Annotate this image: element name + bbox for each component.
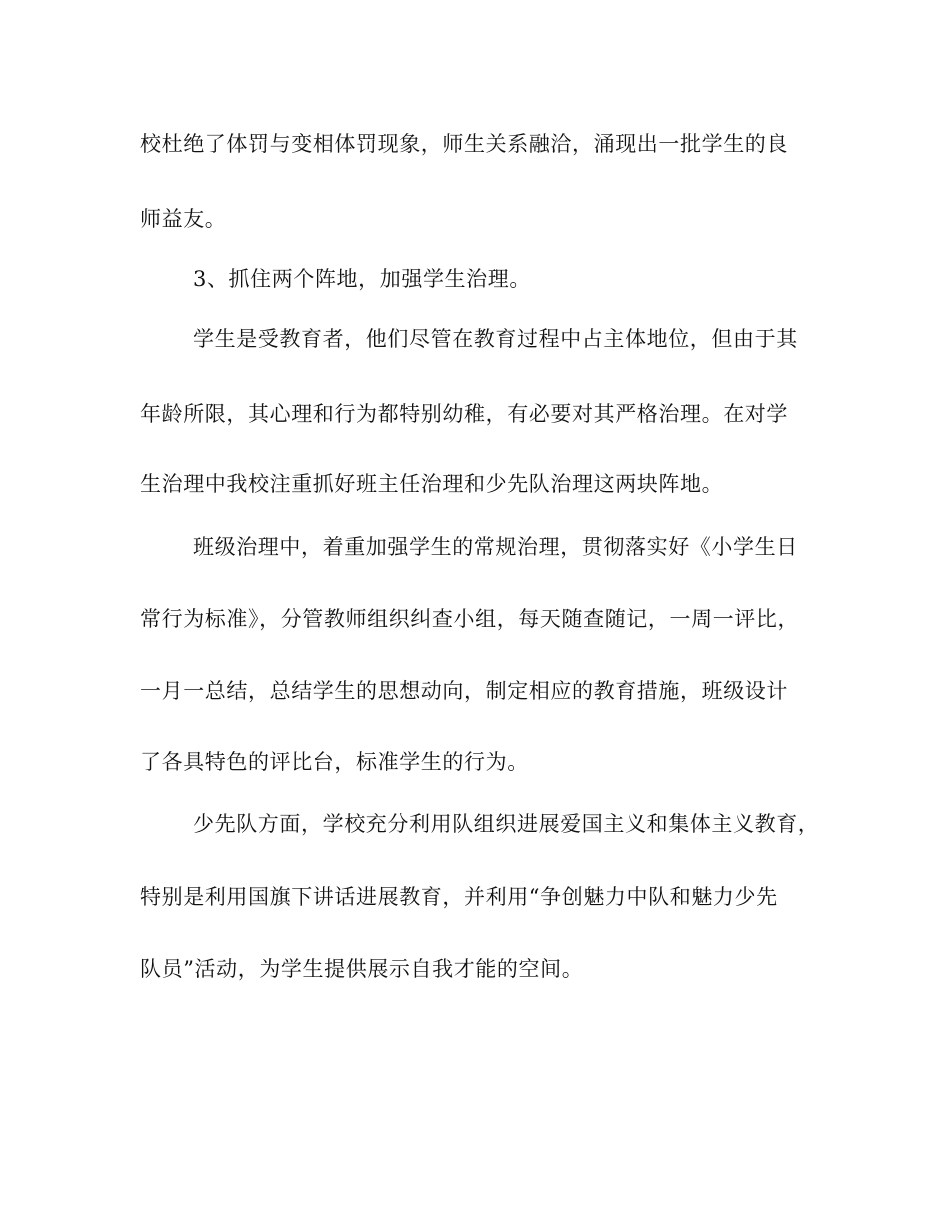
text-line: 特别是利用国旗下讲话进展教育，并利用“争创魅力中队和魅力少先 [140,885,778,909]
text-line: 一月一总结，总结学生的思想动向，制定相应的教育措施，班级设计 [140,679,788,703]
text-line: 年龄所限，其心理和行为都特别幼稚，有必要对其严格治理。在对学 [140,402,788,426]
text-line: 校杜绝了体罚与变相体罚现象，师生关系融洽，涌现出一批学生的良 [140,132,788,156]
paragraph-start: 少先队方面，学校充分利用队组织进展爱国主义和集体主义教育， [193,812,820,836]
section-heading: 3、抓住两个阵地，加强学生治理。 [193,267,531,291]
text-line: 师益友。 [140,207,227,231]
text-line: 常行为标准》，分管教师组织纠查小组，每天随查随记，一周一评比， [140,607,800,631]
paragraph-start: 学生是受教育者，他们尽管在教育过程中占主体地位，但由于其 [193,327,798,351]
paragraph-start: 班级治理中，着重加强学生的常规治理，贯彻落实好《小学生日 [193,535,798,559]
text-line: 生治理中我校注重抓好班主任治理和少先队治理这两块阵地。 [140,472,724,496]
text-line: 队员”活动，为学生提供展示自我才能的空间。 [140,957,584,981]
text-line: 了各具特色的评比台，标准学生的行为。 [140,750,529,774]
